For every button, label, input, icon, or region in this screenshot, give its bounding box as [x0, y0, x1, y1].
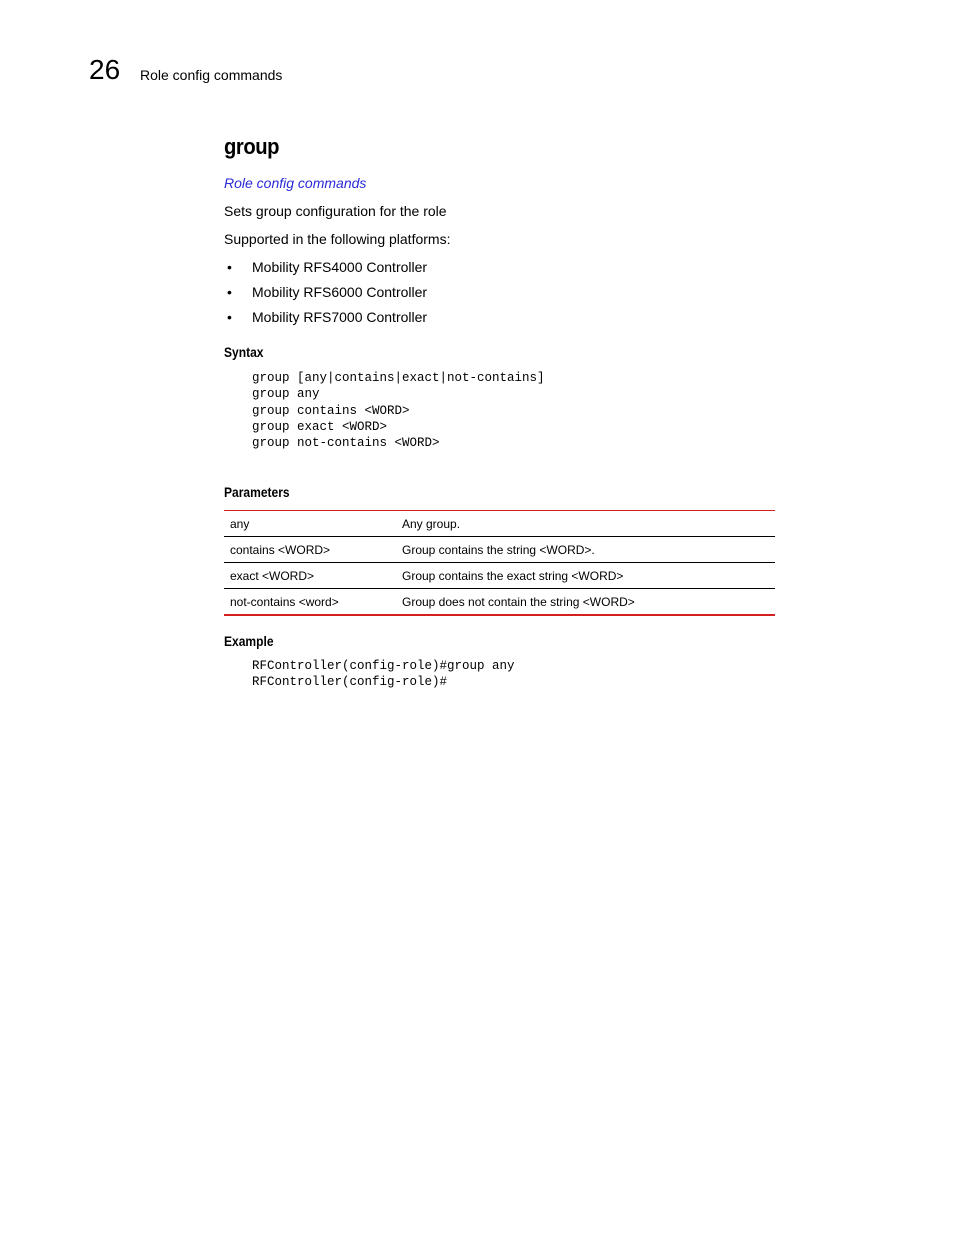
page-title: group: [224, 134, 280, 159]
platform-list: [224, 258, 427, 333]
breadcrumb-link[interactable]: Role config commands: [224, 175, 367, 191]
chapter-number: 26: [89, 54, 121, 85]
bullet-icon: •: [227, 259, 232, 275]
param-name: exact <WORD>: [224, 563, 396, 589]
chapter-title: Role config commands: [140, 67, 283, 83]
code-line: group exact <WORD>: [252, 419, 388, 434]
bullet-icon: •: [227, 309, 232, 325]
example-code: [252, 658, 515, 691]
platforms-intro: Supported in the following platforms:: [224, 231, 451, 247]
param-name: contains <WORD>: [224, 537, 396, 563]
table-row: [224, 589, 775, 616]
param-name: any: [230, 516, 250, 531]
table-row: [224, 537, 775, 563]
code-line: RFController(config-role)#: [252, 675, 448, 690]
param-desc: Group does not contain the string <WORD>: [396, 589, 775, 616]
list-item: • Mobility RFS4000 Controller: [227, 259, 428, 275]
description: Sets group configuration for the role: [224, 203, 447, 219]
code-line: group contains <WORD>: [252, 403, 410, 418]
list-item: • Mobility RFS6000 Controller: [227, 284, 428, 300]
param-desc: Group contains the exact string <WORD>: [396, 563, 775, 589]
table-row: [224, 511, 775, 537]
parameters-table: [224, 510, 775, 616]
bullet-icon: •: [227, 284, 232, 300]
code-line: group any: [252, 387, 320, 402]
table-row: [224, 563, 775, 589]
code-line: group not-contains <WORD>: [252, 436, 440, 451]
param-desc: Group contains the string <WORD>.: [396, 537, 775, 563]
param-desc: Any group.: [402, 516, 461, 531]
code-line: group [any|contains|exact|not-contains]: [252, 371, 545, 385]
param-name: not-contains <word>: [224, 589, 396, 616]
syntax-code: [252, 370, 545, 451]
code-line: RFController(config-role)#group any: [252, 659, 515, 673]
parameters-heading: Parameters: [224, 484, 290, 500]
syntax-heading: Syntax: [224, 344, 264, 360]
example-heading: Example: [224, 633, 274, 649]
list-item: • Mobility RFS7000 Controller: [227, 309, 428, 325]
